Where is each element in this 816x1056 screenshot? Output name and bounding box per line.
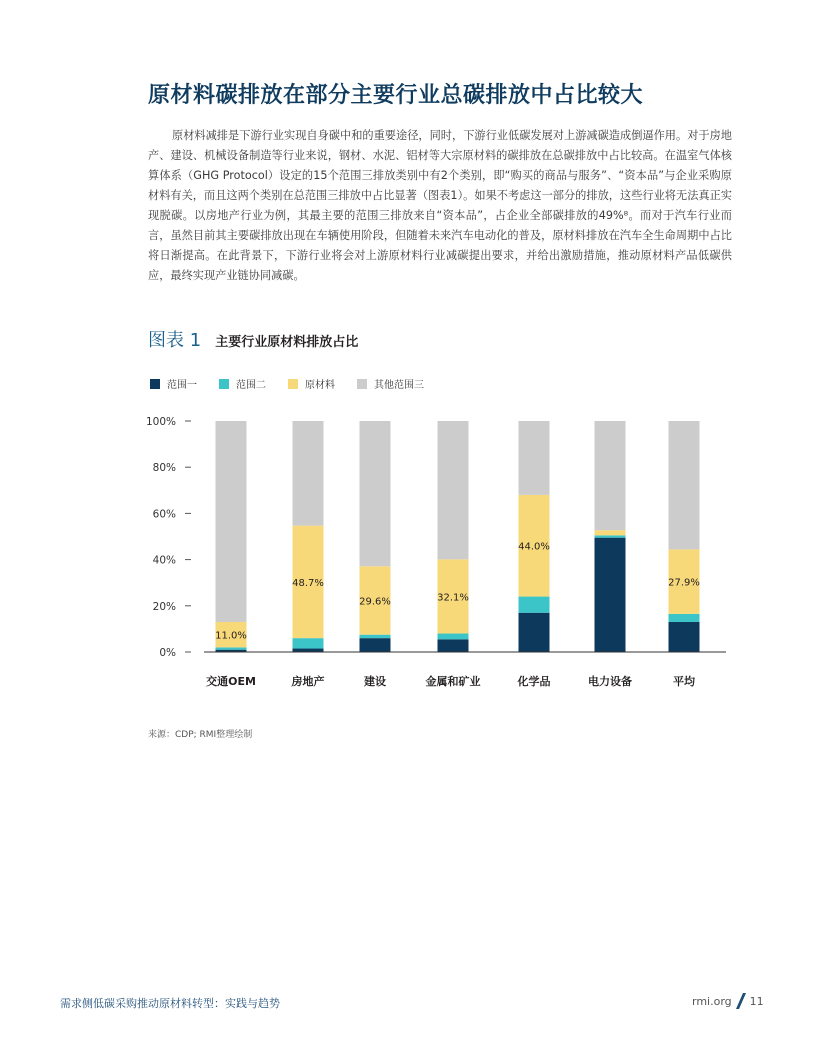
figure-header [148,326,358,352]
bar-segment [669,614,700,622]
slash-icon [736,993,746,1009]
legend-label-scope2: 范围二 [236,380,266,391]
data-label: 48.7% [292,577,324,589]
bar-segment [669,421,700,549]
y-tick-label: 100% [145,416,176,428]
chart-legend [150,376,446,391]
bar-segment [293,421,324,526]
footer-site: rmi.org [692,994,732,1008]
bar-segment [438,421,469,559]
legend-item-scope1 [150,376,197,391]
figure-title: 主要行业原材料排放占比 [215,335,359,350]
bar-segment [519,613,550,652]
bar-segment [360,638,391,652]
data-label: 27.9% [668,577,700,589]
legend-swatch-scope1 [150,379,160,389]
x-tick-label: 平均 [673,675,695,688]
page-title: 原材料碳排放在部分主要行业总碳排放中占比较大 [148,83,644,108]
bar-segment [595,421,626,530]
bar-segment [595,538,626,652]
y-tick-label: 20% [152,600,176,613]
legend-item-other-scope3 [357,376,424,391]
x-tick-label: 交通OEM [206,675,256,688]
legend-item-raw-materials [288,376,335,391]
legend-label-other-scope3: 其他范围三 [374,380,424,391]
source-note: 来源：CDP; RMI整理绘制 [148,730,253,740]
bar-segment [360,421,391,566]
data-label: 44.0% [518,541,550,553]
x-tick-label: 金属和矿业 [425,675,481,688]
legend-swatch-scope2 [219,379,229,389]
body-paragraph: 原材料减排是下游行业实现自身碳中和的重要途径，同时，下游行业低碳发展对上游减碳造成倒逼作用。对于房地产、建设、机械设备制造等行业来说，钢材、水泥、铝材等大宗原材料的碳排放在总碳排放中占比较高。在温室气体核算体系（GHG Protocol）设定的15个范围三排放类别中有2个类别，即“购买的商品与服务”、“资本品”与企业采购原材料有关，而且这两个类别在总范围三排放中占比显著（图表1）。如果不考虑这一部分的排放，这些行业将无法真正实现脱碳。以房地产行业为例，其最主要的范围三排放来自“资本品”，占企业全部碳排放的49%⁸。而对于汽车行业而言，虽然目前其主要碳排放出现在车辆使用阶段，但随着未来汽车电动化的普及，原材料排放在汽车全生命周期中占比将日渐提高。在此背景下，下游行业将会对上游原材料行业减碳提出要求，并给出激励措施，推动原材料产品低碳供应，最终实现产业链协同减碳。 [148,129,732,282]
data-label: 29.6% [359,596,391,608]
bar-segment [669,622,700,652]
legend-label-raw-materials: 原材料 [305,380,335,391]
data-label: 11.0% [215,630,247,642]
page-number: 11 [749,994,764,1008]
bar-segment [438,639,469,652]
y-tick-label: 60% [152,508,176,521]
x-tick-label: 电力设备 [588,675,632,688]
footer-report-title: 需求侧低碳采购推动原材料转型：实践与趋势 [60,997,280,1010]
legend-swatch-raw-materials [288,379,298,389]
y-tick-label: 40% [152,554,176,567]
bar-segment [438,634,469,640]
x-tick-label: 建设 [364,675,386,688]
bar-segment [519,421,550,495]
y-tick-label: 80% [152,462,176,475]
data-label: 32.1% [437,592,469,604]
legend-item-scope2 [219,376,266,391]
bar-segment [519,597,550,613]
legend-label-scope1: 范围一 [167,380,197,391]
bar-segment [216,421,247,622]
y-tick-label: 0% [159,647,176,659]
bar-segment [595,530,626,535]
bar-segment [595,535,626,537]
stacked-bar-chart [140,408,740,708]
x-tick-label: 房地产 [291,675,325,688]
bar-segment [293,638,324,648]
legend-swatch-other-scope3 [357,379,367,389]
footer-right [692,993,764,1009]
figure-label: 图表 1 [148,330,202,351]
x-tick-label: 化学品 [517,675,551,688]
bar-segment [360,635,391,638]
bar-segment [293,649,324,652]
bar-segment [216,647,247,649]
